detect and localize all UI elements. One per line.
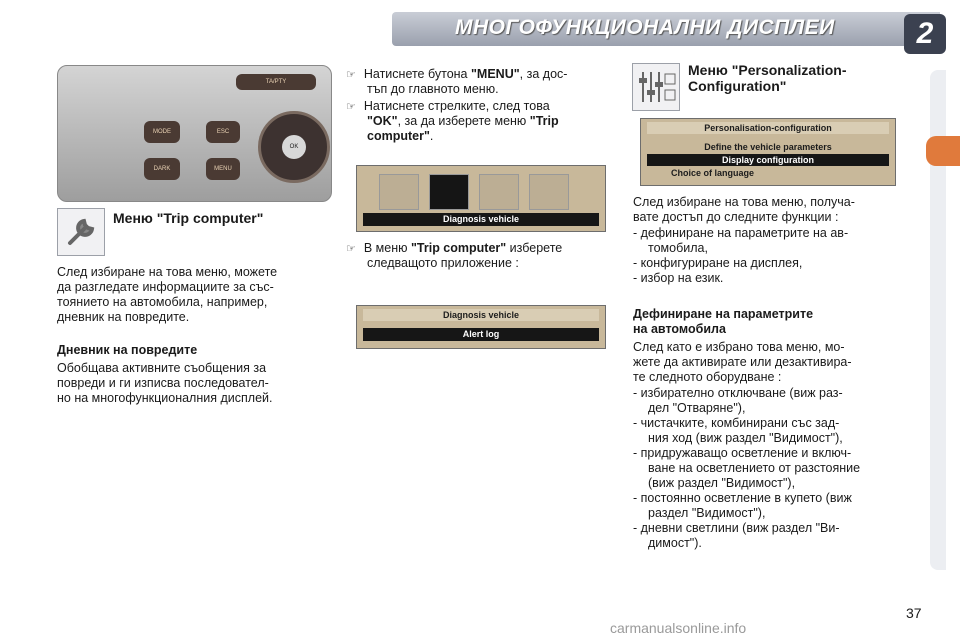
audio-icon: [379, 174, 419, 210]
fault-log-line-2: повреди и ги изписва последовател-: [57, 376, 269, 390]
fault-log-line-1: Обобщава активните съобщения за: [57, 361, 267, 375]
step-3-line-2: следващото приложение :: [367, 256, 519, 270]
step-3-bold: "Trip computer": [410, 241, 507, 255]
step-2: [346, 99, 550, 115]
page-title: МНОГОФУНКЦИОНАЛНИ ДИСПЛЕИ: [455, 16, 835, 39]
step-2-pre: Натиснете стрелките, след това: [363, 99, 550, 113]
wrench-icon: [429, 174, 469, 210]
page-number: 37: [906, 605, 922, 621]
ok-button: OK: [282, 135, 306, 159]
step-1: [346, 67, 567, 83]
choice-of-language-item: Choice of language: [671, 168, 755, 178]
step-3-post: изберете: [506, 241, 563, 255]
esc-button: ESC: [206, 121, 240, 143]
step-1-line-2: тъп до главното меню.: [367, 82, 499, 96]
params-intro-2: жете да активирате или дезактивира-: [633, 355, 852, 369]
phone-icon: [529, 174, 569, 210]
fault-log-line-3: но на многофункционалния дисплей.: [57, 391, 273, 405]
personalization-menu-title-2: Configuration": [688, 78, 787, 94]
alert-log-item: Alert log: [363, 328, 599, 341]
params-title-2: на автомобила: [633, 322, 726, 336]
param-2-line-1: - чистачките, комбинирани със зад-: [633, 416, 840, 430]
diagnosis-vehicle-label: Diagnosis vehicle: [363, 213, 599, 226]
screen-title-personalisation: Personalisation-configuration: [647, 122, 889, 134]
param-1-line-2: дел "Отваряне"),: [648, 401, 746, 415]
settings-sliders-icon: [632, 63, 680, 111]
trip-intro-line-3: тоянието на автомобила, например,: [57, 295, 268, 309]
settings-sliders-icon: [479, 174, 519, 210]
step-2-computer: computer": [367, 129, 430, 143]
chapter-badge: 2: [904, 14, 946, 54]
function-1-line-1: - дефиниране на параметрите на ав-: [633, 226, 849, 240]
step-1-pre: Натиснете бутона: [363, 67, 471, 81]
personalization-intro-2: вате достъп до следните функции :: [633, 210, 839, 224]
personalization-menu-title-1: Меню "Personalization-: [688, 62, 847, 78]
function-3: - избор на език.: [633, 271, 724, 285]
wrench-icon: [57, 208, 105, 256]
pointing-hand-icon: ☞: [346, 69, 356, 81]
step-1-post: , за дос-: [519, 67, 568, 81]
step-2-mid: , за да изберете меню: [397, 114, 530, 128]
navigation-dial: [258, 111, 330, 183]
pointing-hand-icon: ☞: [346, 101, 356, 113]
param-3-line-3: (виж раздел "Видимост"),: [648, 476, 796, 490]
step-2-line-2: [367, 114, 559, 129]
param-3-line-1: - придружаващо осветление и включ-: [633, 446, 852, 460]
watermark: carmanualsonline.info: [610, 620, 747, 636]
step-1-bold: "MENU": [471, 67, 520, 81]
params-intro-1: След като е избрано това меню, мо-: [633, 340, 845, 354]
trip-intro-line-4: дневник на повредите.: [57, 310, 190, 324]
param-4-line-2: раздел "Видимост"),: [648, 506, 766, 520]
step-2-line-3: [367, 129, 433, 144]
pointing-hand-icon: ☞: [346, 243, 356, 255]
step-2-post: .: [429, 129, 434, 143]
personalization-intro-1: След избиране на това меню, получа-: [633, 195, 855, 209]
ta-pty-button: TA/PTY: [236, 74, 316, 90]
active-chapter-tab: [926, 136, 960, 166]
function-2: - конфигуриране на дисплея,: [633, 256, 803, 270]
param-2-line-2: ния ход (виж раздел "Видимост"),: [648, 431, 843, 445]
trip-computer-menu-title: Меню "Trip computer": [113, 210, 264, 226]
fault-log-title: Дневник на повредите: [57, 343, 198, 357]
screen-title-diagnosis: Diagnosis vehicle: [363, 309, 599, 321]
param-1-line-1: - избирателно отключване (виж раз-: [633, 386, 843, 400]
param-5-line-1: - дневни светлини (виж раздел "Ви-: [633, 521, 840, 535]
param-4-line-1: - постоянно осветление в купето (виж: [633, 491, 852, 505]
personalization-screen: [640, 118, 896, 186]
function-1-line-2: томобила,: [648, 241, 708, 255]
param-5-line-2: димост").: [648, 536, 702, 550]
trip-intro-line-1: След избиране на това меню, можете: [57, 265, 278, 279]
step-3-pre: В меню: [363, 241, 411, 255]
dark-button: DARK: [144, 158, 180, 180]
trip-computer-screen: [356, 305, 606, 349]
define-parameters-item: Define the vehicle parameters: [704, 142, 832, 152]
params-intro-3: те следното оборудване :: [633, 370, 782, 384]
params-title-1: Дефиниране на параметрите: [633, 307, 814, 321]
trip-intro-line-2: да разгледате информациите за със-: [57, 280, 274, 294]
step-2-ok: "OK": [367, 114, 398, 128]
step-3: [346, 241, 562, 257]
mode-button: MODE: [144, 121, 180, 143]
step-2-trip: "Trip: [529, 114, 559, 128]
menu-button: MENU: [206, 158, 240, 180]
main-menu-screen: [356, 165, 606, 232]
display-configuration-item: Display configuration: [647, 154, 889, 166]
param-3-line-2: ване на осветлението от разстояние: [648, 461, 861, 475]
control-panel-photo: [57, 65, 332, 202]
